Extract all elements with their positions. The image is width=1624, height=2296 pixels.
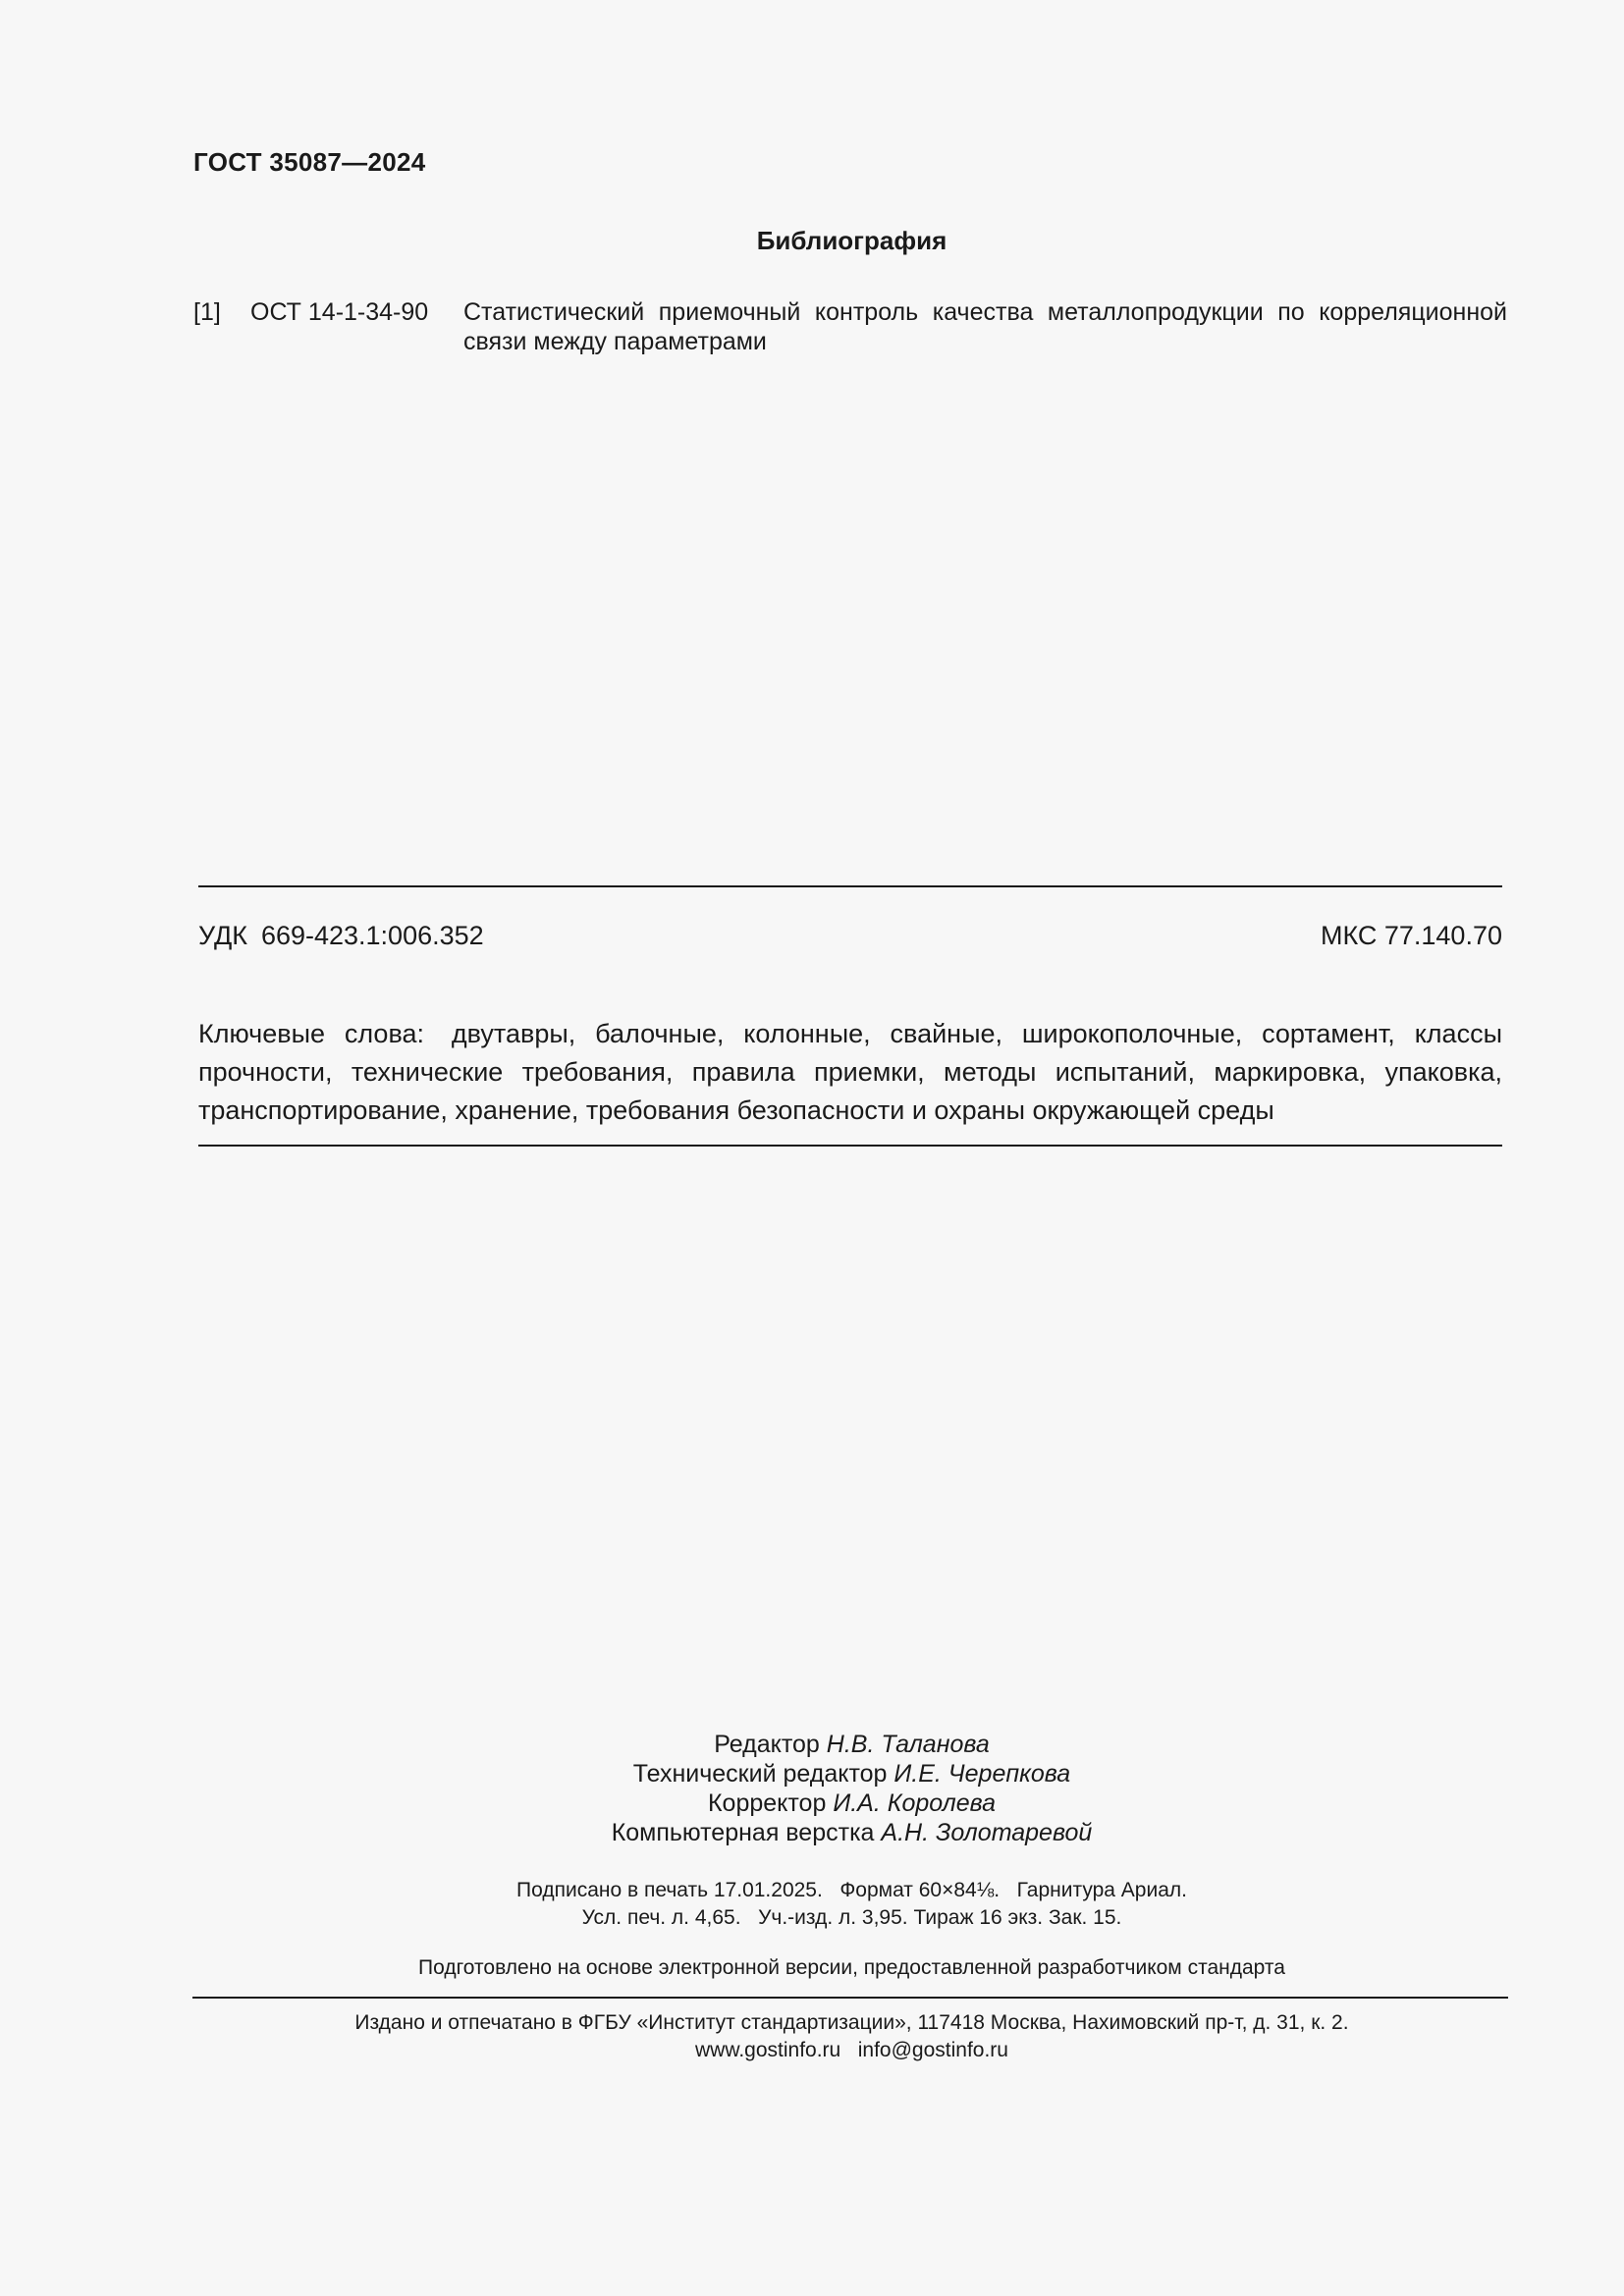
keywords-block [198,1015,1502,1130]
bibliography-entry-number: [1] [193,298,221,326]
credit-role: Компьютерная верстка [611,1819,875,1846]
bibliography-entry-title: Статистический приемочный контроль качества металлопродукции по корреляционной связи между параметрами [463,298,1507,355]
print-info-line: Усл. печ. л. 4,65. Уч.-изд. л. 3,95. Тираж 16 экз. Зак. 15. [581,1906,1122,1929]
credit-person: И.Е. Черепкова [893,1760,1071,1788]
credit-technical-editor [0,1759,1624,1789]
udk-label: УДК [198,921,247,950]
divider-top [198,885,1502,887]
publisher-contacts [0,2037,1624,2064]
credit-role: Редактор [714,1731,820,1758]
keywords-text: двутавры, балочные, колонные, свайные, широкополочные, сортамент, классы прочности, технические требования, правила приемки, методы испытаний, маркировка, упаковка, транспортирование, хранение, требования безопасности и охраны окружающей среды [198,1019,1502,1125]
bibliography-entry-code: ОСТ 14-1-34-90 [250,298,429,326]
credit-role: Технический редактор [632,1760,888,1788]
prepared-note: Подготовлено на основе электронной версии, предоставленной разработчиком стандарта [418,1956,1285,1979]
credit-person: И.А. Королева [833,1789,997,1817]
credits-block [0,1730,1624,1847]
udk-value: 669-423.1:006.352 [260,921,484,950]
print-info-line: Подписано в печать 17.01.2025. Формат 60×84⅛. Гарнитура Ариал. [516,1879,1187,1901]
credit-layout [0,1818,1624,1847]
credit-role: Корректор [707,1789,827,1817]
divider-bottom [192,1997,1508,1999]
publisher-address: Издано и отпечатано в ФГБУ «Институт стандартизации», 117418 Москва, Нахимовский пр-т, д. 31, к. 2. [354,2011,1349,2034]
divider-middle [198,1145,1502,1147]
credit-person: Н.В. Таланова [826,1731,990,1758]
publisher-website-link[interactable]: www.gostinfo.ru [695,2039,841,2061]
udk-classification [198,921,484,951]
credit-editor [0,1730,1624,1759]
mks-classification: МКС 77.140.70 [1320,921,1502,950]
document-code: ГОСТ 35087—2024 [193,147,426,177]
keywords-label: Ключевые слова: [198,1019,425,1048]
credit-person: А.Н. Золотаревой [881,1819,1093,1846]
publisher-info [0,2009,1624,2064]
print-info [0,1877,1624,1932]
publisher-email-link[interactable]: info@gostinfo.ru [857,2039,1008,2061]
credit-proofreader [0,1789,1624,1818]
bibliography-heading: Библиография [756,226,947,255]
